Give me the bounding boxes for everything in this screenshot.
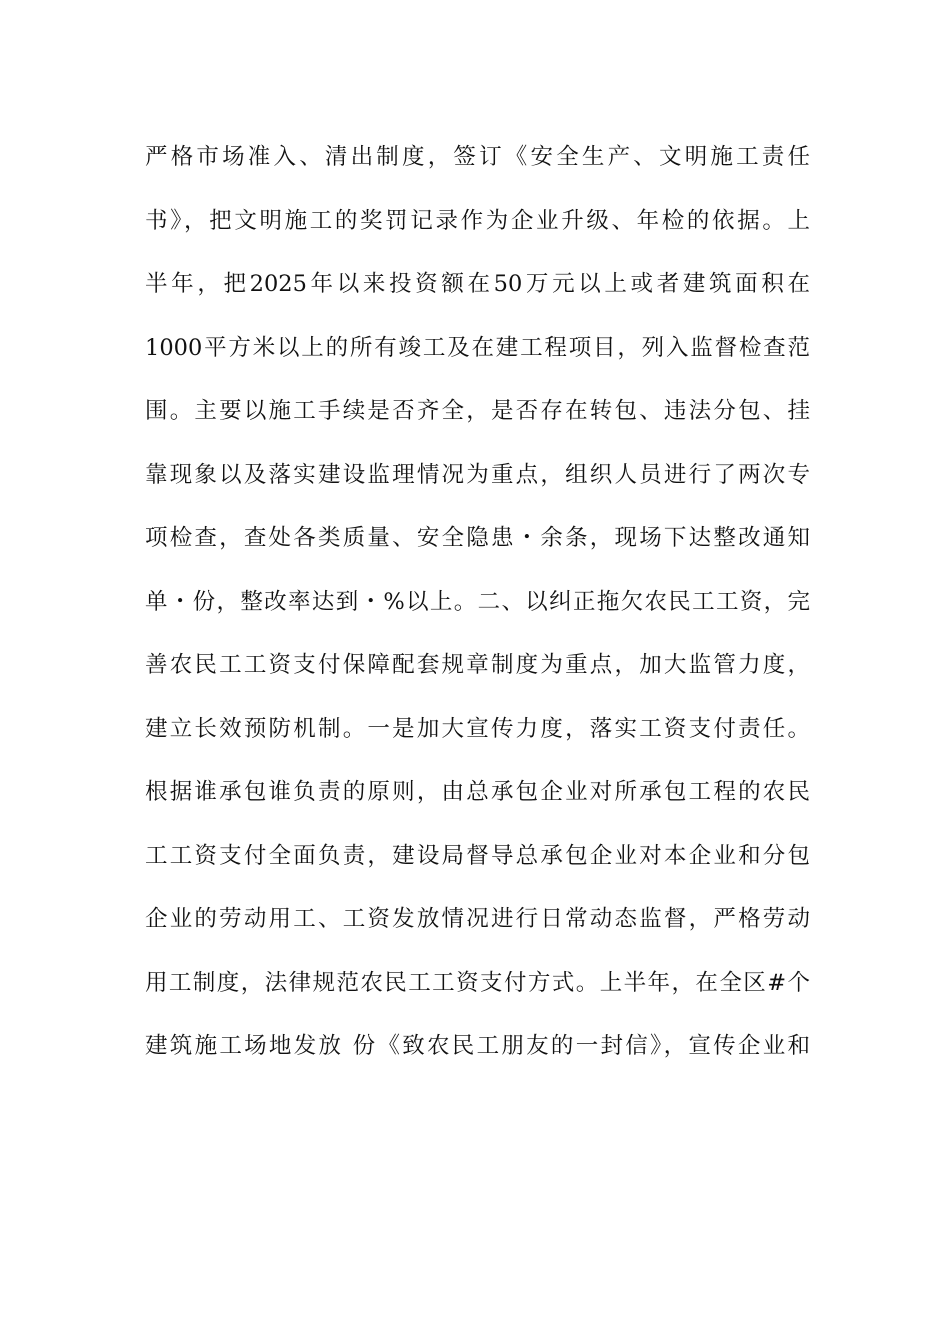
text-line: 靠现象以及落实建设监理情况为重点，组织人员进行了两次专 [145, 461, 810, 488]
text-line: 用工制度，法律规范农民工工资支付方式。上半年，在全区#个 [145, 969, 810, 996]
text-line: 企业的劳动用工、工资发放情况进行日常动态监督，严格劳动 [145, 906, 810, 932]
text-line: 建立长效预防机制。一是加大宣传力度，落实工资支付责任。 [145, 715, 810, 742]
text-line: 书》，把文明施工的奖罚记录作为企业升级、年检的依据。上 [145, 207, 810, 234]
body-paragraph [145, 126, 810, 1079]
text-line: 围。主要以施工手续是否齐全，是否存在转包、违法分包、挂 [145, 398, 810, 424]
text-line: 1000平方米以上的所有竣工及在建工程项目，列入监督检查范 [145, 334, 810, 361]
text-line: 根据谁承包谁负责的原则，由总承包企业对所承包工程的农民 [145, 779, 810, 805]
text-line: 善农民工工资支付保障配套规章制度为重点，加大监管力度， [145, 652, 810, 678]
text-line: 建筑施工场地发放 份《致农民工朋友的一封信》，宣传企业和 [145, 1033, 810, 1059]
text-line: 半年，把2025年以来投资额在50万元以上或者建筑面积在 [145, 271, 810, 297]
text-line: 工工资支付全面负责，建设局督导总承包企业对本企业和分包 [145, 842, 810, 869]
text-line: 项检查，查处各类质量、安全隐患・余条，现场下达整改通知 [145, 525, 810, 551]
text-line: 单・份，整改率达到・%以上。二、以纠正拖欠农民工工资，完 [145, 588, 810, 615]
text-line: 严格市场准入、清出制度，签订《安全生产、文明施工责任 [145, 144, 810, 170]
